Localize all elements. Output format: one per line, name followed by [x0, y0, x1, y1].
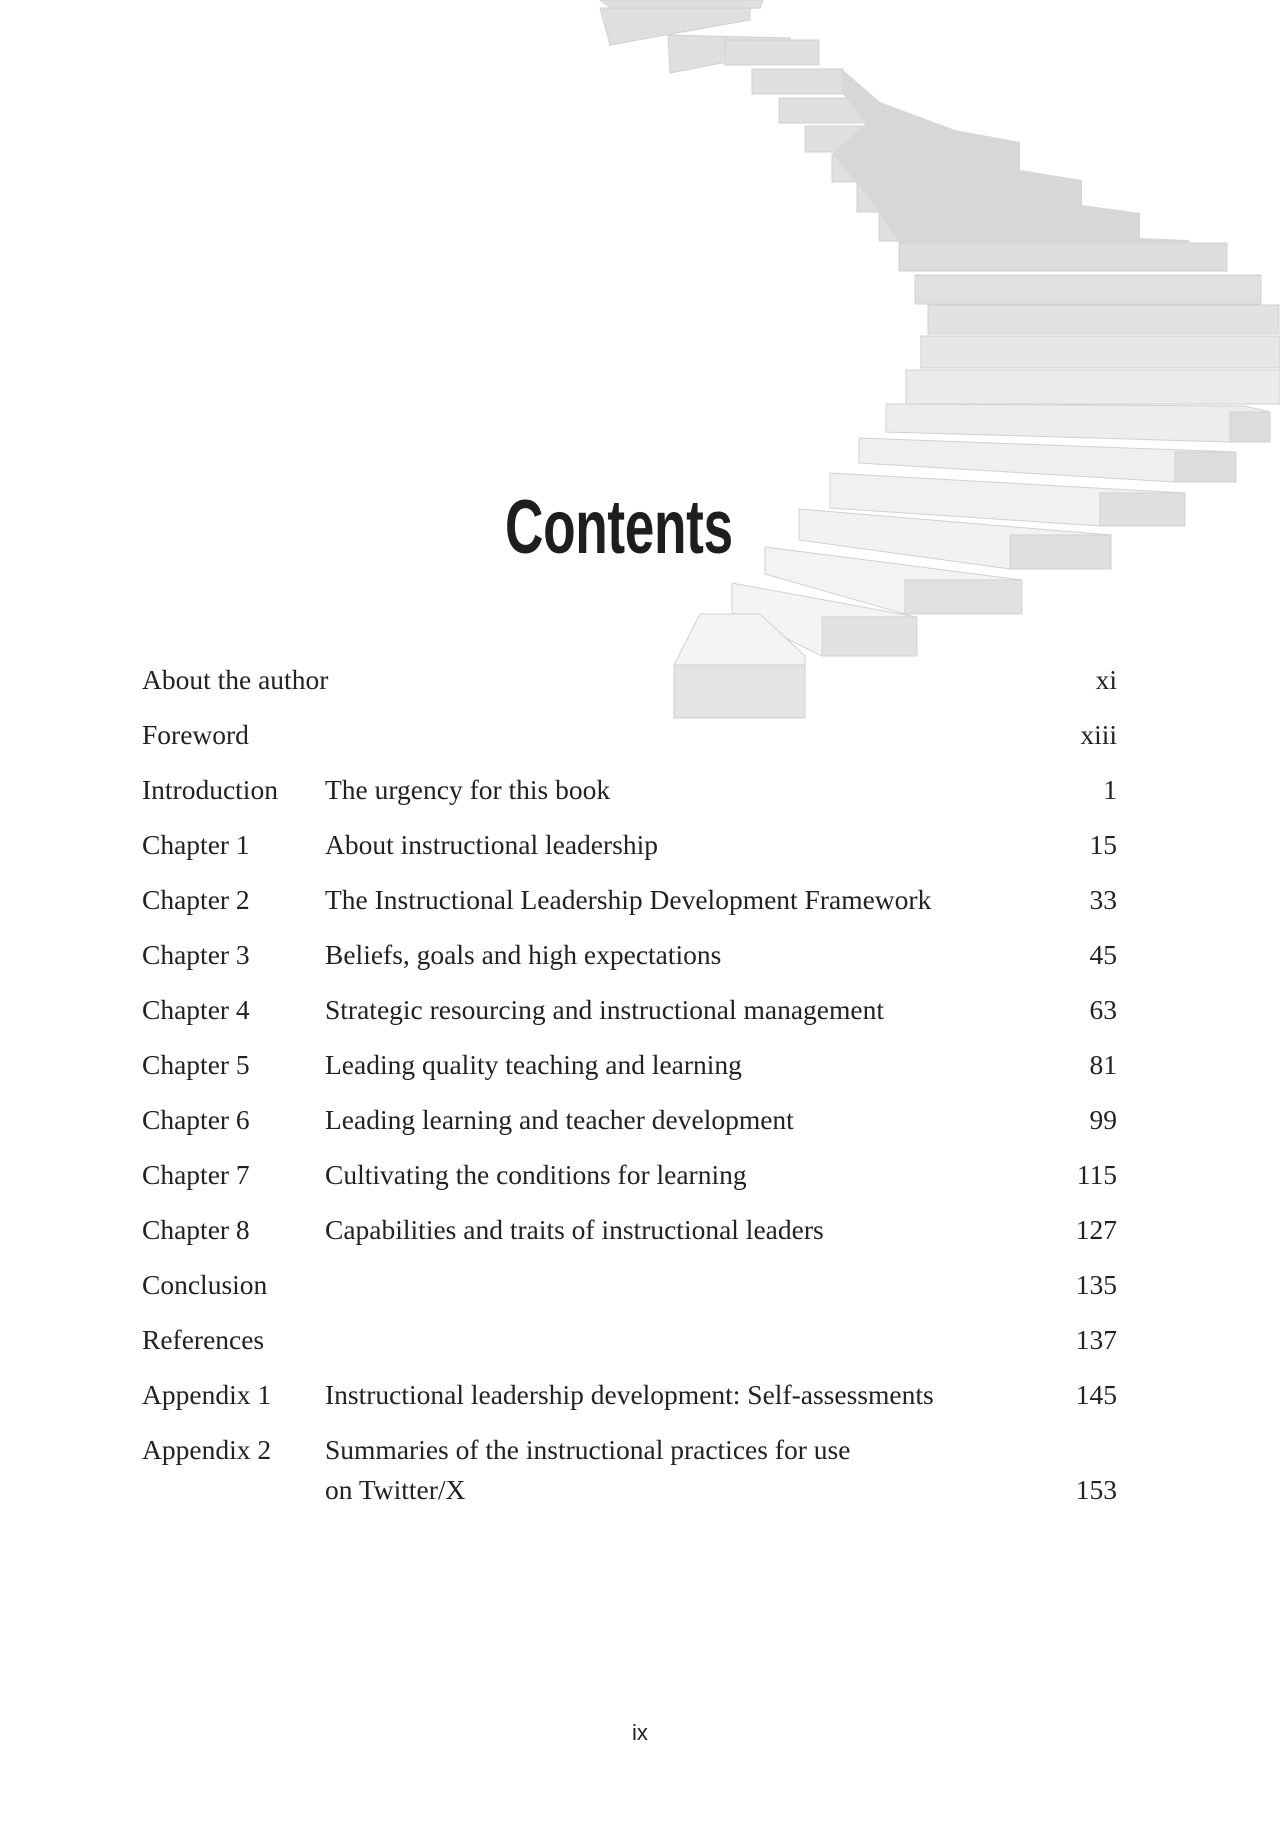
toc-row-chapter-5[interactable] — [0, 1045, 1280, 1085]
toc-entry-title: Strategic resourcing and instructional management — [325, 994, 884, 1025]
toc-label: Chapter 7 — [142, 1159, 250, 1190]
toc-label: Conclusion — [142, 1269, 268, 1300]
toc-entry-title: Leading quality teaching and learning — [325, 1049, 742, 1080]
toc-row-about-the-author[interactable] — [0, 660, 1280, 700]
toc-label: Chapter 3 — [142, 939, 250, 970]
toc-label: Chapter 4 — [142, 994, 250, 1025]
toc-label: Introduction — [142, 774, 278, 805]
toc-entry-title: Beliefs, goals and high expectations — [325, 939, 722, 970]
toc-entry-title: Summaries of the instructional practices for use — [325, 1434, 851, 1465]
toc-page-number: 145 — [1075, 1379, 1117, 1410]
toc-page-number: 63 — [1089, 994, 1117, 1025]
toc-row-references[interactable] — [0, 1320, 1280, 1360]
toc-page-number: 33 — [1089, 884, 1117, 915]
toc-entry-title: Leading learning and teacher development — [325, 1104, 794, 1135]
toc-entry-title: Capabilities and traits of instructional leaders — [325, 1214, 824, 1245]
toc-row-appendix-2[interactable] — [0, 1430, 1280, 1510]
spiral-staircase-illustration — [0, 0, 1280, 740]
toc-page-number: xiii — [1080, 719, 1117, 750]
toc-label: Chapter 1 — [142, 829, 250, 860]
toc-row-chapter-7[interactable] — [0, 1155, 1280, 1195]
page-number-footer: ix — [632, 1720, 648, 1745]
toc-row-chapter-8[interactable] — [0, 1210, 1280, 1250]
toc-page-number: 15 — [1089, 829, 1117, 860]
toc-row-introduction[interactable] — [0, 770, 1280, 810]
toc-label: Chapter 5 — [142, 1049, 250, 1080]
toc-page-number: 115 — [1076, 1159, 1117, 1190]
toc-row-chapter-3[interactable] — [0, 935, 1280, 975]
toc-page-number: 45 — [1089, 939, 1117, 970]
toc-label: Chapter 2 — [142, 884, 250, 915]
toc-row-chapter-1[interactable] — [0, 825, 1280, 865]
page-title: Contents — [505, 485, 733, 570]
toc-label: Chapter 8 — [142, 1214, 250, 1245]
toc-label: Chapter 6 — [142, 1104, 250, 1135]
toc-page-number: 135 — [1075, 1269, 1117, 1300]
toc-page-number: 81 — [1089, 1049, 1117, 1080]
toc-row-chapter-2[interactable] — [0, 880, 1280, 920]
toc-row-chapter-4[interactable] — [0, 990, 1280, 1030]
toc-label: Appendix 2 — [142, 1434, 272, 1465]
toc-label: References — [142, 1324, 265, 1355]
toc-row-conclusion[interactable] — [0, 1265, 1280, 1305]
toc-entry-title: The Instructional Leadership Development Framework — [325, 884, 932, 915]
toc-entry-title: About instructional leadership — [325, 829, 658, 860]
toc-row-appendix-1[interactable] — [0, 1375, 1280, 1415]
toc-entry-title: Cultivating the conditions for learning — [325, 1159, 747, 1190]
toc-page-number: 1 — [1103, 774, 1117, 805]
toc-page-number: 153 — [1075, 1474, 1117, 1505]
toc-label: Foreword — [142, 719, 249, 750]
toc-label: About the author — [142, 664, 329, 695]
toc-entry-title: Instructional leadership development: Self-assessments — [325, 1379, 934, 1410]
toc-page-number: 99 — [1089, 1104, 1117, 1135]
toc-page-number: xi — [1095, 664, 1117, 695]
toc-page-number: 127 — [1075, 1214, 1117, 1245]
toc-entry-title-line2: on Twitter/X — [325, 1474, 466, 1505]
toc-row-foreword[interactable] — [0, 715, 1280, 755]
toc-entry-title: The urgency for this book — [325, 774, 611, 805]
toc-row-chapter-6[interactable] — [0, 1100, 1280, 1140]
toc-label: Appendix 1 — [142, 1379, 272, 1410]
toc-page-number: 137 — [1075, 1324, 1117, 1355]
